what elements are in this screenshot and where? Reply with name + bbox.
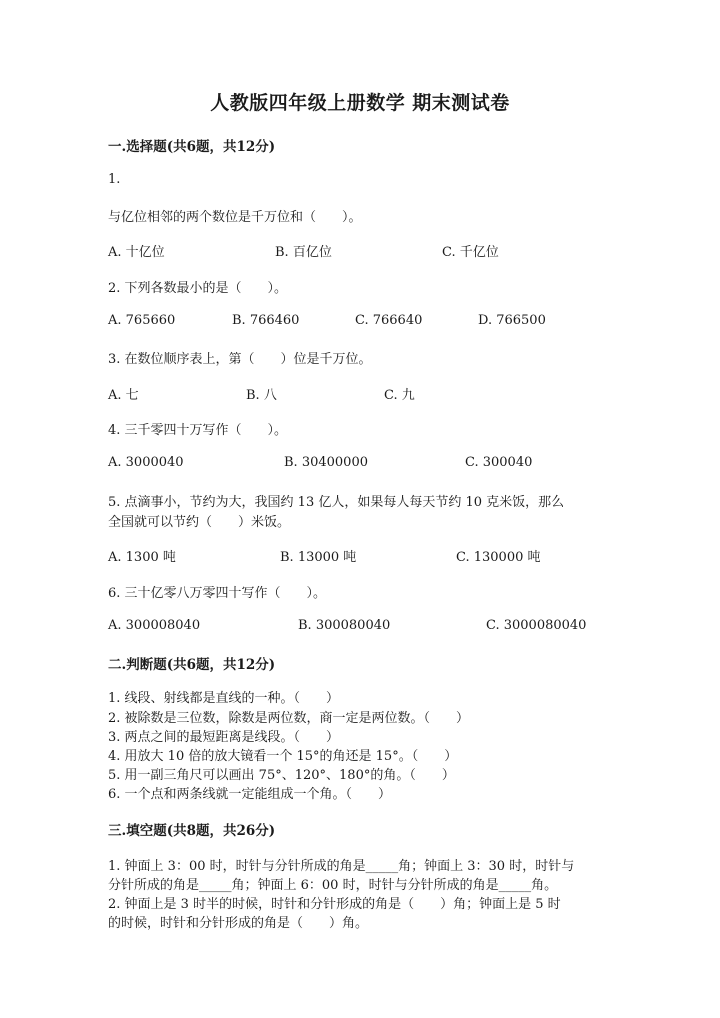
question-5-text-line2: 全国就可以节约（ ）米饭。 (108, 515, 291, 530)
judge-item-4: 4. 用放大 10 倍的放大镜看一个 15°的角还是 15°。（ ） (108, 749, 458, 764)
judge-item-1: 1. 线段、射线都是直线的一种。（ ） (108, 691, 340, 706)
section-heading-judge: 二.判断题(共6题，共12分) (108, 657, 276, 673)
page-title: 人教版四年级上册数学 期末测试卷 (210, 92, 510, 114)
q2-option-b: B. 766460 (232, 313, 300, 328)
q5-option-b: B. 13000 吨 (280, 550, 357, 565)
section-heading-fill: 三.填空题(共8题，共26分) (108, 823, 276, 839)
question-1-text: 与亿位相邻的两个数位是千万位和（ ）。 (108, 210, 362, 225)
q4-option-b: B. 30400000 (284, 455, 368, 470)
judge-item-2: 2. 被除数是三位数，除数是两位数，商一定是两位数。（ ） (108, 711, 470, 726)
q3-option-a: A. 七 (108, 388, 139, 403)
fill-line-1: 1. 钟面上 3：00 时，时针与分针所成的角是_____角；钟面上 3：30 时，时针与 (108, 859, 575, 874)
question-1-number: 1. (108, 172, 121, 187)
fill-line-4: 的时候，时针和分针形成的角是（ ）角。 (108, 916, 369, 931)
question-3-text: 3. 在数位顺序表上，第（ ）位是千万位。 (108, 352, 372, 367)
q5-option-a: A. 1300 吨 (108, 550, 176, 565)
question-4-text: 4. 三千零四十万写作（ ）。 (108, 423, 288, 438)
q1-option-a: A. 十亿位 (108, 245, 165, 260)
question-6-text: 6. 三十亿零八万零四十写作（ ）。 (108, 586, 327, 601)
q6-option-b: B. 300080040 (298, 618, 391, 633)
question-5-text-line1: 5. 点滴事小，节约为大，我国约 13 亿人，如果每人每天节约 10 克米饭，那么 (108, 495, 565, 510)
question-2-text: 2. 下列各数最小的是（ ）。 (108, 281, 288, 296)
fill-line-2: 分针所成的角是_____角；钟面上 6：00 时，时针与分针所成的角是_____角。 (108, 878, 558, 893)
q5-option-c: C. 130000 吨 (456, 550, 541, 565)
fill-line-3: 2. 钟面上是 3 时半的时候，时针和分针形成的角是（ ）角；钟面上是 5 时 (108, 897, 561, 912)
q1-option-c: C. 千亿位 (442, 245, 499, 260)
q1-option-b: B. 百亿位 (275, 245, 332, 260)
q6-option-c: C. 3000080040 (486, 618, 587, 633)
judge-item-3: 3. 两点之间的最短距离是线段。（ ） (108, 730, 340, 745)
q2-option-d: D. 766500 (478, 313, 546, 328)
section-heading-choice: 一.选择题(共6题，共12分) (108, 139, 276, 155)
q3-option-b: B. 八 (246, 388, 277, 403)
q2-option-c: C. 766640 (355, 313, 423, 328)
q3-option-c: C. 九 (384, 388, 415, 403)
q4-option-a: A. 3000040 (108, 455, 184, 470)
q6-option-a: A. 300008040 (108, 618, 201, 633)
q4-option-c: C. 300040 (465, 455, 533, 470)
judge-item-6: 6. 一个点和两条线就一定能组成一个角。（ ） (108, 787, 392, 802)
judge-item-5: 5. 用一副三角尺可以画出 75°、120°、180°的角。（ ） (108, 768, 455, 783)
q2-option-a: A. 765660 (108, 313, 176, 328)
